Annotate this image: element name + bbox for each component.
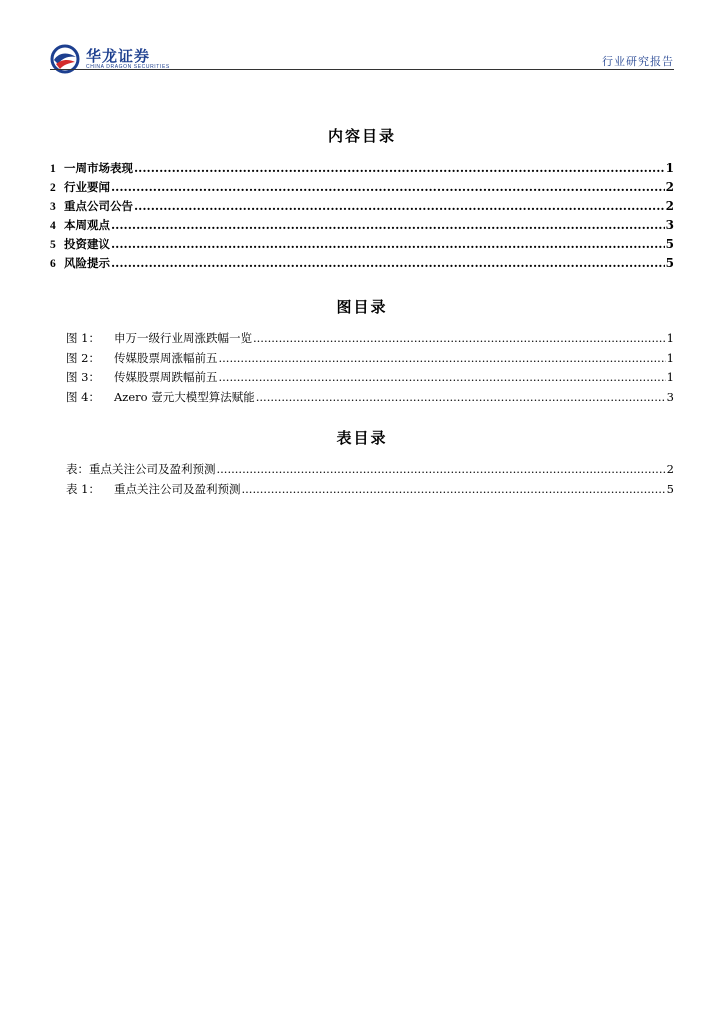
toc-entry[interactable] — [50, 217, 674, 236]
toc-entry-label: 风险提示 — [64, 256, 110, 270]
table-entry-number: 表： — [66, 462, 89, 476]
dot-leader — [256, 390, 666, 404]
figure-entry-number: 图 1： — [66, 331, 100, 345]
company-logo — [50, 42, 170, 76]
dot-leader — [253, 331, 666, 345]
tables-title: 表目录 — [336, 429, 388, 447]
figure-entry[interactable] — [66, 350, 674, 370]
logo-chinese-name: 华龙证券 — [86, 46, 151, 65]
figure-entry-number: 图 3： — [66, 370, 100, 384]
table-entry-label: 重点关注公司及盈利预测 — [89, 462, 216, 476]
dot-leader — [217, 462, 666, 476]
dot-leader — [111, 237, 665, 251]
table-entry-number: 表 1： — [66, 481, 100, 496]
toc-entry[interactable] — [50, 179, 674, 198]
table-entry-page: 5 — [666, 481, 674, 496]
toc-entry[interactable] — [50, 198, 674, 217]
toc-entry-page: 3 — [665, 218, 674, 232]
figure-entry-label: 传媒股票周涨幅前五 — [114, 350, 218, 365]
contents-title: 内容目录 — [327, 127, 396, 145]
table-entry-page: 2 — [666, 462, 674, 476]
toc-entry-number: 3 — [50, 201, 56, 213]
dot-leader — [134, 199, 665, 213]
header-divider — [50, 69, 674, 70]
figure-entry-page: 1 — [666, 350, 674, 365]
figure-entry-number: 图 4： — [66, 389, 100, 404]
dot-leader — [242, 482, 666, 496]
toc-entry-number: 5 — [50, 239, 56, 251]
figure-entry-page: 1 — [666, 331, 674, 345]
toc-entry-page: 2 — [665, 180, 674, 194]
figure-entry-label: 传媒股票周跌幅前五 — [114, 370, 218, 384]
tables-list — [66, 461, 674, 500]
table-entry[interactable] — [66, 461, 674, 481]
contents-list — [50, 160, 674, 274]
toc-entry-label: 一周市场表现 — [64, 161, 133, 175]
dot-leader — [134, 161, 665, 175]
toc-entry-number: 2 — [50, 182, 56, 194]
toc-entry-number: 6 — [50, 258, 56, 270]
figures-title: 图目录 — [336, 298, 388, 316]
dot-leader — [111, 218, 665, 232]
toc-entry-page: 1 — [665, 161, 674, 175]
toc-entry[interactable] — [50, 236, 674, 255]
figure-entry-label: 申万一级行业周涨跌幅一览 — [114, 331, 252, 345]
dot-leader — [219, 370, 666, 384]
toc-entry-page: 5 — [665, 237, 674, 251]
figure-entry-page: 1 — [666, 370, 674, 384]
toc-entry-number: 4 — [50, 220, 56, 232]
dot-leader — [111, 256, 665, 270]
toc-entry[interactable] — [50, 255, 674, 274]
toc-entry-label: 行业要闻 — [64, 180, 110, 194]
logo-english-name: CHINA DRAGON SECURITIES — [86, 63, 170, 70]
toc-entry-number: 1 — [50, 163, 56, 175]
figures-list — [66, 330, 674, 408]
report-type-label: 行业研究报告 — [602, 55, 674, 68]
toc-entry[interactable] — [50, 160, 674, 179]
dot-leader — [219, 351, 666, 365]
toc-entry-label: 本周观点 — [64, 218, 110, 232]
table-entry-label: 重点关注公司及盈利预测 — [114, 481, 241, 496]
figure-entry[interactable] — [66, 330, 674, 350]
page-header — [50, 42, 674, 76]
figure-entry-label: Azero 壹元大模型算法赋能 — [114, 389, 255, 404]
dot-leader — [111, 180, 665, 194]
figure-entry[interactable] — [66, 389, 674, 409]
figure-entry-number: 图 2： — [66, 350, 100, 365]
toc-entry-page: 5 — [665, 256, 674, 270]
figure-entry[interactable] — [66, 369, 674, 389]
figure-entry-page: 3 — [666, 389, 674, 404]
toc-entry-label: 投资建议 — [64, 237, 110, 251]
table-entry[interactable] — [66, 481, 674, 501]
toc-entry-page: 2 — [665, 199, 674, 213]
toc-entry-label: 重点公司公告 — [64, 199, 133, 213]
